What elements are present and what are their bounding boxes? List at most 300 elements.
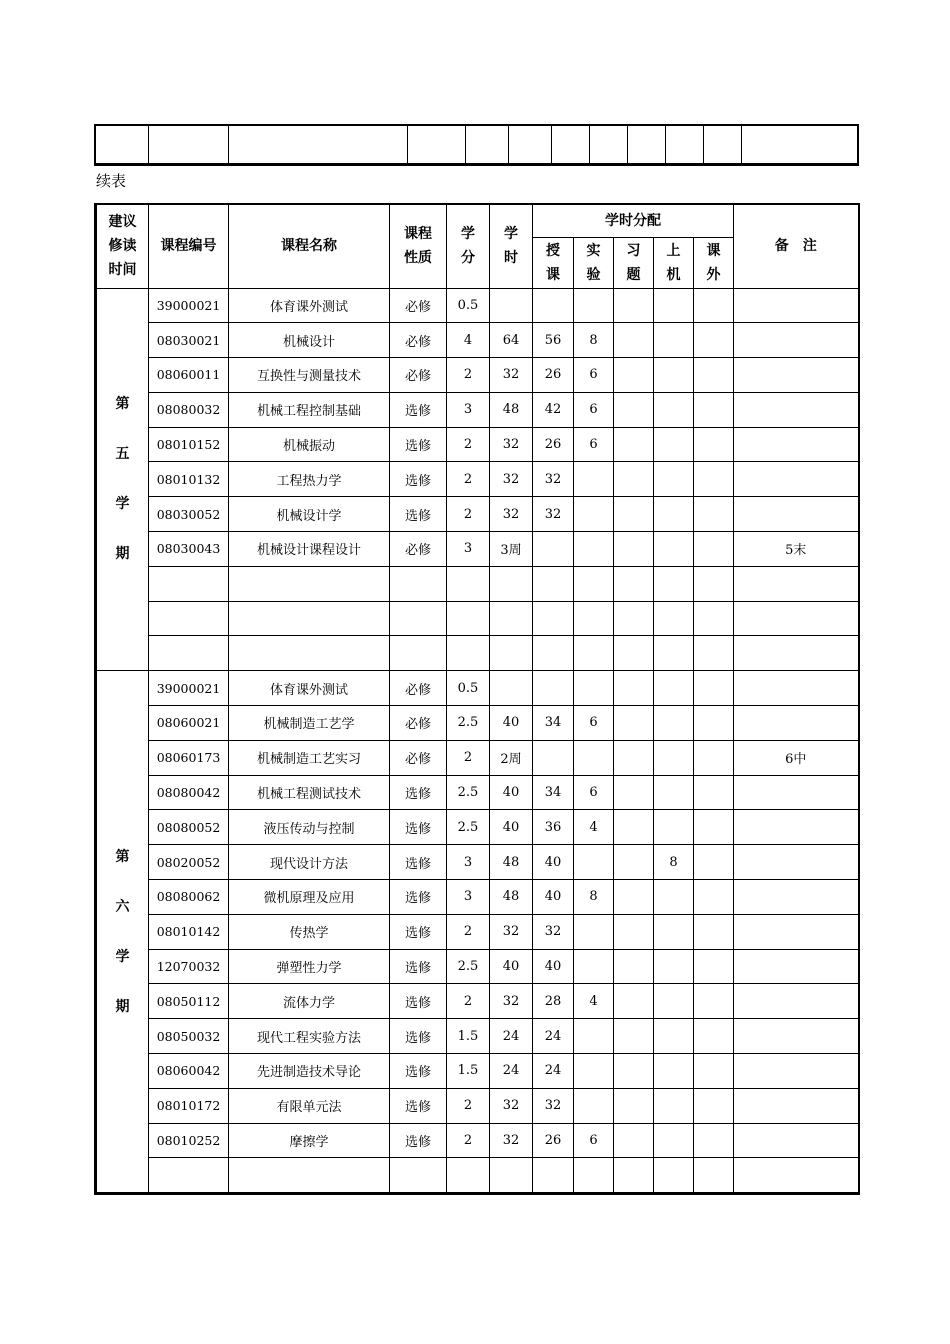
remarks-cell bbox=[734, 706, 859, 741]
semester-label-char: 六 bbox=[115, 898, 130, 915]
extracurricular-hours-cell bbox=[694, 845, 734, 880]
remarks-cell bbox=[734, 1158, 859, 1194]
credit-cell: 2 bbox=[447, 358, 490, 393]
extracurricular-hours-cell bbox=[694, 949, 734, 984]
exercise-hours-cell bbox=[614, 1054, 654, 1089]
remarks-cell bbox=[734, 949, 859, 984]
experiment-hours-cell: 6 bbox=[574, 706, 614, 741]
exercise-hours-cell bbox=[614, 601, 654, 636]
course-nature-cell: 选修 bbox=[390, 1054, 447, 1089]
computer-hours-cell bbox=[654, 532, 694, 567]
course-row bbox=[96, 601, 859, 636]
lecture-hours-cell: 40 bbox=[533, 845, 574, 880]
extracurricular-hours-cell bbox=[694, 427, 734, 462]
lecture-hours-cell bbox=[533, 740, 574, 775]
extracurricular-hours-cell bbox=[694, 1123, 734, 1158]
credit-cell: 2 bbox=[447, 1088, 490, 1123]
computer-hours-cell bbox=[654, 636, 694, 671]
course-nature-cell bbox=[390, 601, 447, 636]
extracurricular-hours-cell bbox=[694, 358, 734, 393]
lecture-hours-cell bbox=[533, 288, 574, 323]
computer-hours-cell bbox=[654, 1123, 694, 1158]
experiment-hours-cell bbox=[574, 1054, 614, 1089]
experiment-hours-cell: 6 bbox=[574, 427, 614, 462]
course-row bbox=[96, 914, 859, 949]
computer-hours-cell bbox=[654, 740, 694, 775]
course-row bbox=[96, 740, 859, 775]
remarks-cell: 6中 bbox=[734, 740, 859, 775]
lecture-hours-cell bbox=[533, 601, 574, 636]
course-row bbox=[96, 1054, 859, 1089]
exercise-hours-cell bbox=[614, 427, 654, 462]
experiment-hours-cell: 6 bbox=[574, 392, 614, 427]
computer-hours-cell bbox=[654, 1158, 694, 1194]
course-code-cell: 08030052 bbox=[149, 497, 229, 532]
lecture-hours-cell bbox=[533, 636, 574, 671]
course-code-cell: 08060021 bbox=[149, 706, 229, 741]
computer-hours-cell bbox=[654, 775, 694, 810]
semester-label-char: 第 bbox=[115, 396, 130, 413]
hours-cell: 48 bbox=[490, 392, 533, 427]
course-code-cell: 08030021 bbox=[149, 323, 229, 358]
hours-cell bbox=[490, 601, 533, 636]
computer-hours-cell bbox=[654, 880, 694, 915]
computer-hours-cell bbox=[654, 427, 694, 462]
extracurricular-hours-cell bbox=[694, 462, 734, 497]
course-code-cell: 08020052 bbox=[149, 845, 229, 880]
computer-hours-cell bbox=[654, 706, 694, 741]
header-course-code: 课程编号 bbox=[149, 204, 229, 288]
experiment-hours-cell bbox=[574, 532, 614, 567]
course-code-cell bbox=[149, 636, 229, 671]
remarks-cell bbox=[734, 810, 859, 845]
course-row bbox=[96, 288, 859, 323]
exercise-hours-cell bbox=[614, 775, 654, 810]
course-row bbox=[96, 462, 859, 497]
remarks-cell bbox=[734, 1054, 859, 1089]
exercise-hours-cell bbox=[614, 880, 654, 915]
hours-cell: 32 bbox=[490, 462, 533, 497]
extracurricular-hours-cell bbox=[694, 984, 734, 1019]
credit-cell: 2 bbox=[447, 462, 490, 497]
course-row bbox=[96, 845, 859, 880]
course-row bbox=[96, 1158, 859, 1194]
header-exercise: 习 题 bbox=[614, 237, 654, 288]
course-name-cell: 弹塑性力学 bbox=[229, 949, 390, 984]
exercise-hours-cell bbox=[614, 1088, 654, 1123]
computer-hours-cell bbox=[654, 671, 694, 706]
hours-cell: 32 bbox=[490, 984, 533, 1019]
lecture-hours-cell: 24 bbox=[533, 1054, 574, 1089]
semester-label-char: 第 bbox=[115, 848, 130, 865]
experiment-hours-cell bbox=[574, 949, 614, 984]
hours-cell bbox=[490, 636, 533, 671]
computer-hours-cell bbox=[654, 810, 694, 845]
lecture-hours-cell: 42 bbox=[533, 392, 574, 427]
exercise-hours-cell bbox=[614, 462, 654, 497]
course-row bbox=[96, 706, 859, 741]
experiment-hours-cell bbox=[574, 740, 614, 775]
course-code-cell: 08010252 bbox=[149, 1123, 229, 1158]
experiment-hours-cell: 6 bbox=[574, 358, 614, 393]
experiment-hours-cell bbox=[574, 497, 614, 532]
hours-cell: 32 bbox=[490, 1123, 533, 1158]
computer-hours-cell bbox=[654, 1054, 694, 1089]
course-nature-cell bbox=[390, 566, 447, 601]
extracurricular-hours-cell bbox=[694, 706, 734, 741]
course-code-cell: 08080062 bbox=[149, 880, 229, 915]
extracurricular-hours-cell bbox=[694, 323, 734, 358]
experiment-hours-cell bbox=[574, 1088, 614, 1123]
lecture-hours-cell: 34 bbox=[533, 706, 574, 741]
exercise-hours-cell bbox=[614, 323, 654, 358]
course-row bbox=[96, 984, 859, 1019]
course-nature-cell: 选修 bbox=[390, 497, 447, 532]
course-nature-cell: 选修 bbox=[390, 427, 447, 462]
course-nature-cell: 必修 bbox=[390, 706, 447, 741]
empty-row bbox=[95, 125, 858, 165]
course-nature-cell: 选修 bbox=[390, 984, 447, 1019]
course-row bbox=[96, 636, 859, 671]
header-course-nature: 课程 性质 bbox=[390, 204, 447, 288]
computer-hours-cell bbox=[654, 323, 694, 358]
remarks-cell bbox=[734, 1123, 859, 1158]
course-name-cell: 机械设计课程设计 bbox=[229, 532, 390, 567]
experiment-hours-cell bbox=[574, 636, 614, 671]
credit-cell bbox=[447, 566, 490, 601]
course-name-cell: 先进制造技术导论 bbox=[229, 1054, 390, 1089]
course-row bbox=[96, 1019, 859, 1054]
credit-cell: 2.5 bbox=[447, 810, 490, 845]
course-name-cell: 工程热力学 bbox=[229, 462, 390, 497]
header-remarks: 备 注 bbox=[734, 204, 859, 288]
credit-cell: 1.5 bbox=[447, 1019, 490, 1054]
hours-cell: 32 bbox=[490, 1088, 533, 1123]
extracurricular-hours-cell bbox=[694, 1019, 734, 1054]
course-nature-cell: 选修 bbox=[390, 1019, 447, 1054]
experiment-hours-cell bbox=[574, 601, 614, 636]
course-code-cell: 39000021 bbox=[149, 671, 229, 706]
exercise-hours-cell bbox=[614, 1158, 654, 1194]
extracurricular-hours-cell bbox=[694, 392, 734, 427]
course-code-cell: 08060173 bbox=[149, 740, 229, 775]
course-code-cell: 08010172 bbox=[149, 1088, 229, 1123]
header-computer: 上 机 bbox=[654, 237, 694, 288]
course-code-cell: 08010132 bbox=[149, 462, 229, 497]
credit-cell: 3 bbox=[447, 845, 490, 880]
course-code-cell: 08010142 bbox=[149, 914, 229, 949]
lecture-hours-cell bbox=[533, 532, 574, 567]
exercise-hours-cell bbox=[614, 810, 654, 845]
course-code-cell bbox=[149, 601, 229, 636]
computer-hours-cell: 8 bbox=[654, 845, 694, 880]
exercise-hours-cell bbox=[614, 636, 654, 671]
course-nature-cell bbox=[390, 636, 447, 671]
extracurricular-hours-cell bbox=[694, 601, 734, 636]
header-hours-distribution: 学时分配 bbox=[533, 204, 734, 237]
lecture-hours-cell: 26 bbox=[533, 358, 574, 393]
course-row bbox=[96, 323, 859, 358]
hours-cell bbox=[490, 1158, 533, 1194]
course-code-cell bbox=[149, 1158, 229, 1194]
course-schedule-table bbox=[94, 203, 860, 1195]
extracurricular-hours-cell bbox=[694, 671, 734, 706]
exercise-hours-cell bbox=[614, 706, 654, 741]
lecture-hours-cell bbox=[533, 671, 574, 706]
header-lecture: 授 课 bbox=[533, 237, 574, 288]
hours-cell: 2周 bbox=[490, 740, 533, 775]
course-row bbox=[96, 1123, 859, 1158]
course-code-cell: 08050032 bbox=[149, 1019, 229, 1054]
course-name-cell: 现代设计方法 bbox=[229, 845, 390, 880]
computer-hours-cell bbox=[654, 462, 694, 497]
hours-cell: 32 bbox=[490, 914, 533, 949]
remarks-cell bbox=[734, 288, 859, 323]
remarks-cell bbox=[734, 462, 859, 497]
course-code-cell: 08060011 bbox=[149, 358, 229, 393]
course-code-cell: 12070032 bbox=[149, 949, 229, 984]
course-name-cell: 机械设计 bbox=[229, 323, 390, 358]
extracurricular-hours-cell bbox=[694, 1158, 734, 1194]
remarks-cell bbox=[734, 1088, 859, 1123]
extracurricular-hours-cell bbox=[694, 880, 734, 915]
hours-cell bbox=[490, 566, 533, 601]
course-nature-cell: 必修 bbox=[390, 532, 447, 567]
extracurricular-hours-cell bbox=[694, 566, 734, 601]
course-name-cell: 体育课外测试 bbox=[229, 288, 390, 323]
experiment-hours-cell bbox=[574, 462, 614, 497]
experiment-hours-cell bbox=[574, 288, 614, 323]
previous-page-table-fragment bbox=[94, 124, 859, 166]
course-row bbox=[96, 775, 859, 810]
hours-cell: 40 bbox=[490, 949, 533, 984]
credit-cell: 3 bbox=[447, 392, 490, 427]
header-extracurricular: 课 外 bbox=[694, 237, 734, 288]
course-name-cell: 流体力学 bbox=[229, 984, 390, 1019]
hours-cell: 24 bbox=[490, 1054, 533, 1089]
course-row bbox=[96, 810, 859, 845]
hours-cell: 24 bbox=[490, 1019, 533, 1054]
header-row-1 bbox=[96, 204, 859, 237]
course-row bbox=[96, 566, 859, 601]
course-nature-cell: 选修 bbox=[390, 392, 447, 427]
continued-label: 续表 bbox=[96, 172, 127, 190]
remarks-cell bbox=[734, 601, 859, 636]
credit-cell: 2 bbox=[447, 497, 490, 532]
course-row bbox=[96, 532, 859, 567]
experiment-hours-cell: 8 bbox=[574, 880, 614, 915]
course-nature-cell bbox=[390, 1158, 447, 1194]
extracurricular-hours-cell bbox=[694, 1088, 734, 1123]
hours-cell: 40 bbox=[490, 810, 533, 845]
hours-cell: 32 bbox=[490, 497, 533, 532]
exercise-hours-cell bbox=[614, 566, 654, 601]
course-code-cell bbox=[149, 566, 229, 601]
course-name-cell: 传热学 bbox=[229, 914, 390, 949]
remarks-cell bbox=[734, 358, 859, 393]
course-name-cell: 机械工程测试技术 bbox=[229, 775, 390, 810]
course-code-cell: 08080052 bbox=[149, 810, 229, 845]
credit-cell: 3 bbox=[447, 880, 490, 915]
semester-label-char: 学 bbox=[115, 948, 130, 965]
header-credit: 学 分 bbox=[447, 204, 490, 288]
remarks-cell: 5末 bbox=[734, 532, 859, 567]
lecture-hours-cell: 40 bbox=[533, 949, 574, 984]
course-code-cell: 39000021 bbox=[149, 288, 229, 323]
remarks-cell bbox=[734, 984, 859, 1019]
course-code-cell: 08080032 bbox=[149, 392, 229, 427]
course-nature-cell: 选修 bbox=[390, 775, 447, 810]
course-row bbox=[96, 880, 859, 915]
semester-label bbox=[96, 288, 149, 671]
course-nature-cell: 选修 bbox=[390, 914, 447, 949]
exercise-hours-cell bbox=[614, 288, 654, 323]
course-row bbox=[96, 497, 859, 532]
lecture-hours-cell: 26 bbox=[533, 1123, 574, 1158]
remarks-cell bbox=[734, 566, 859, 601]
extracurricular-hours-cell bbox=[694, 740, 734, 775]
course-code-cell: 08080042 bbox=[149, 775, 229, 810]
remarks-cell bbox=[734, 845, 859, 880]
experiment-hours-cell bbox=[574, 1158, 614, 1194]
experiment-hours-cell: 6 bbox=[574, 775, 614, 810]
hours-cell: 40 bbox=[490, 775, 533, 810]
credit-cell: 2.5 bbox=[447, 775, 490, 810]
course-name-cell: 微机原理及应用 bbox=[229, 880, 390, 915]
experiment-hours-cell bbox=[574, 914, 614, 949]
course-nature-cell: 选修 bbox=[390, 1088, 447, 1123]
lecture-hours-cell bbox=[533, 1158, 574, 1194]
exercise-hours-cell bbox=[614, 532, 654, 567]
lecture-hours-cell: 24 bbox=[533, 1019, 574, 1054]
course-row bbox=[96, 358, 859, 393]
computer-hours-cell bbox=[654, 949, 694, 984]
extracurricular-hours-cell bbox=[694, 497, 734, 532]
exercise-hours-cell bbox=[614, 358, 654, 393]
course-row bbox=[96, 392, 859, 427]
hours-cell: 32 bbox=[490, 358, 533, 393]
course-name-cell: 机械工程控制基础 bbox=[229, 392, 390, 427]
extracurricular-hours-cell bbox=[694, 532, 734, 567]
course-name-cell bbox=[229, 566, 390, 601]
credit-cell: 2.5 bbox=[447, 706, 490, 741]
experiment-hours-cell: 4 bbox=[574, 984, 614, 1019]
remarks-cell bbox=[734, 880, 859, 915]
lecture-hours-cell: 40 bbox=[533, 880, 574, 915]
exercise-hours-cell bbox=[614, 740, 654, 775]
lecture-hours-cell: 26 bbox=[533, 427, 574, 462]
course-nature-cell: 必修 bbox=[390, 358, 447, 393]
remarks-cell bbox=[734, 497, 859, 532]
hours-cell: 32 bbox=[490, 427, 533, 462]
course-code-cell: 08050112 bbox=[149, 984, 229, 1019]
course-nature-cell: 必修 bbox=[390, 740, 447, 775]
lecture-hours-cell: 32 bbox=[533, 1088, 574, 1123]
computer-hours-cell bbox=[654, 914, 694, 949]
course-name-cell: 体育课外测试 bbox=[229, 671, 390, 706]
hours-cell: 64 bbox=[490, 323, 533, 358]
experiment-hours-cell: 6 bbox=[574, 1123, 614, 1158]
hours-cell: 40 bbox=[490, 706, 533, 741]
credit-cell: 3 bbox=[447, 532, 490, 567]
computer-hours-cell bbox=[654, 601, 694, 636]
header-term: 建议 修读 时间 bbox=[96, 204, 149, 288]
course-name-cell: 机械振动 bbox=[229, 427, 390, 462]
credit-cell: 2 bbox=[447, 984, 490, 1019]
computer-hours-cell bbox=[654, 566, 694, 601]
exercise-hours-cell bbox=[614, 392, 654, 427]
exercise-hours-cell bbox=[614, 914, 654, 949]
credit-cell bbox=[447, 601, 490, 636]
credit-cell: 2 bbox=[447, 740, 490, 775]
lecture-hours-cell: 28 bbox=[533, 984, 574, 1019]
course-row bbox=[96, 427, 859, 462]
credit-cell: 0.5 bbox=[447, 288, 490, 323]
course-code-cell: 08060042 bbox=[149, 1054, 229, 1089]
extracurricular-hours-cell bbox=[694, 288, 734, 323]
computer-hours-cell bbox=[654, 1019, 694, 1054]
exercise-hours-cell bbox=[614, 1123, 654, 1158]
computer-hours-cell bbox=[654, 497, 694, 532]
hours-cell: 48 bbox=[490, 845, 533, 880]
header-hours: 学 时 bbox=[490, 204, 533, 288]
course-row bbox=[96, 949, 859, 984]
lecture-hours-cell bbox=[533, 566, 574, 601]
lecture-hours-cell: 56 bbox=[533, 323, 574, 358]
computer-hours-cell bbox=[654, 288, 694, 323]
course-code-cell: 08030043 bbox=[149, 532, 229, 567]
course-name-cell: 摩擦学 bbox=[229, 1123, 390, 1158]
credit-cell bbox=[447, 1158, 490, 1194]
course-nature-cell: 必修 bbox=[390, 323, 447, 358]
header-experiment: 实 验 bbox=[574, 237, 614, 288]
remarks-cell bbox=[734, 775, 859, 810]
course-nature-cell: 选修 bbox=[390, 880, 447, 915]
exercise-hours-cell bbox=[614, 497, 654, 532]
credit-cell: 0.5 bbox=[447, 671, 490, 706]
course-name-cell: 现代工程实验方法 bbox=[229, 1019, 390, 1054]
exercise-hours-cell bbox=[614, 845, 654, 880]
course-name-cell: 机械制造工艺实习 bbox=[229, 740, 390, 775]
remarks-cell bbox=[734, 1019, 859, 1054]
course-name-cell bbox=[229, 1158, 390, 1194]
remarks-cell bbox=[734, 323, 859, 358]
experiment-hours-cell bbox=[574, 671, 614, 706]
header-course-name: 课程名称 bbox=[229, 204, 390, 288]
credit-cell bbox=[447, 636, 490, 671]
course-nature-cell: 选修 bbox=[390, 462, 447, 497]
course-nature-cell: 必修 bbox=[390, 288, 447, 323]
experiment-hours-cell bbox=[574, 845, 614, 880]
course-row bbox=[96, 671, 859, 706]
experiment-hours-cell: 8 bbox=[574, 323, 614, 358]
course-rows bbox=[96, 288, 859, 1194]
hours-cell bbox=[490, 288, 533, 323]
hours-cell: 48 bbox=[490, 880, 533, 915]
lecture-hours-cell: 34 bbox=[533, 775, 574, 810]
remarks-cell bbox=[734, 636, 859, 671]
experiment-hours-cell: 4 bbox=[574, 810, 614, 845]
semester-label-char: 期 bbox=[115, 546, 130, 563]
extracurricular-hours-cell bbox=[694, 636, 734, 671]
course-name-cell: 机械制造工艺学 bbox=[229, 706, 390, 741]
course-name-cell bbox=[229, 601, 390, 636]
experiment-hours-cell bbox=[574, 566, 614, 601]
remarks-cell bbox=[734, 392, 859, 427]
hours-cell bbox=[490, 671, 533, 706]
course-name-cell: 互换性与测量技术 bbox=[229, 358, 390, 393]
course-nature-cell: 选修 bbox=[390, 1123, 447, 1158]
